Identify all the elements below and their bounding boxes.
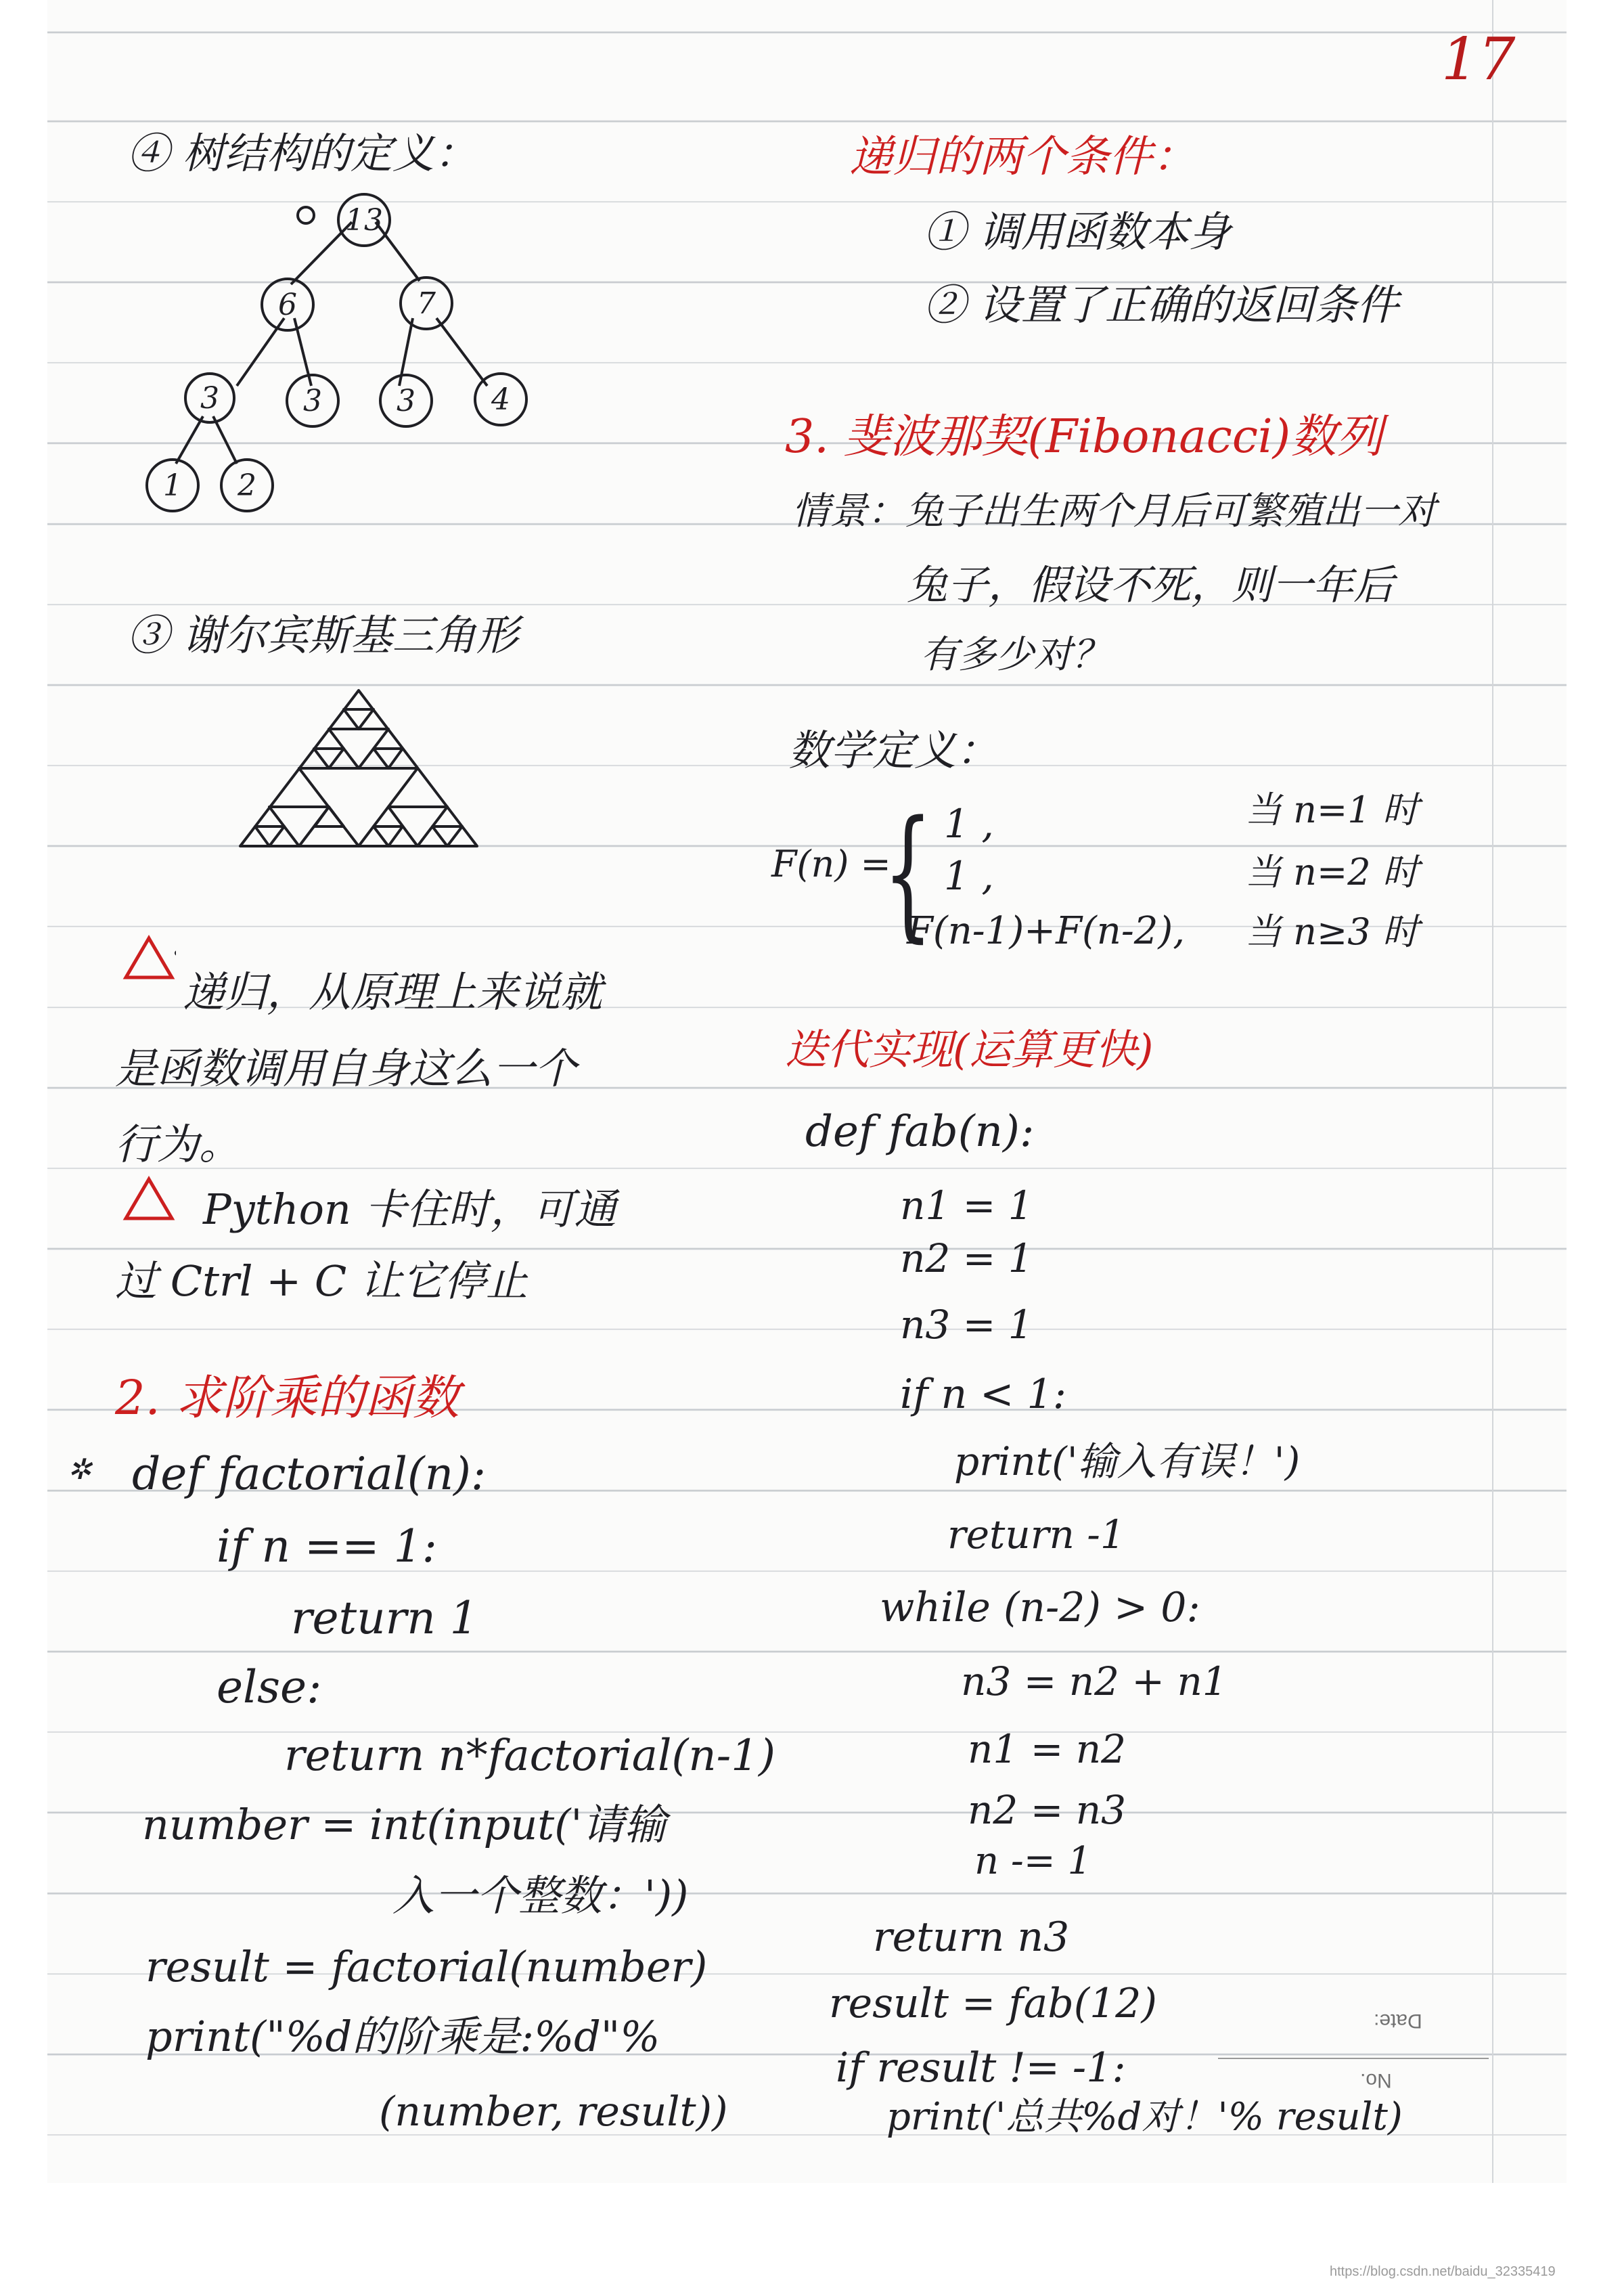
margin-line bbox=[1492, 0, 1493, 2183]
note-ctrl-c-line-1: Python 卡住时，可通 bbox=[203, 1185, 616, 1234]
code-fib-line: n3 = n2 + n1 bbox=[961, 1658, 1227, 1704]
section-3-title: 3. 斐波那契(Fibonacci)数列 bbox=[785, 410, 1383, 464]
date-label: Date: bbox=[1374, 2010, 1422, 2032]
code-factorial-line: print("%d的阶乘是:%d"% bbox=[145, 2012, 660, 2061]
condition-2: ② 设置了正确的返回条件 bbox=[924, 280, 1399, 330]
fn-case-condition: 当 n=1 时 bbox=[1245, 789, 1419, 831]
fn-case-value: 1 , bbox=[944, 801, 994, 847]
curly-brace: { bbox=[883, 790, 933, 956]
code-factorial-line: (number, result)) bbox=[379, 2088, 728, 2136]
condition-1: ① 调用函数本身 bbox=[924, 207, 1231, 257]
sierpinski-title: ③ 谢尔宾斯基三角形 bbox=[127, 611, 518, 660]
code-fib-line: while (n-2) > 0: bbox=[880, 1584, 1200, 1631]
note-recursion-line-3: 行为。 bbox=[115, 1120, 242, 1169]
fn-case-value: 1 , bbox=[944, 853, 994, 899]
tree-node-label: 3 bbox=[200, 381, 219, 416]
code-factorial-line: return n*factorial(n-1) bbox=[284, 1731, 775, 1781]
date-line bbox=[1218, 2058, 1489, 2059]
code-factorial-line: def factorial(n): bbox=[132, 1448, 487, 1500]
number-label: No. bbox=[1360, 2069, 1392, 2092]
code-factorial-line: if n == 1: bbox=[217, 1520, 437, 1572]
code-factorial-line: 入一个整数：')) bbox=[392, 1871, 689, 1920]
code-factorial-line: result = factorial(number) bbox=[145, 1942, 708, 1991]
code-factorial-line: else: bbox=[217, 1661, 322, 1713]
code-fib-line: n2 = 1 bbox=[900, 1235, 1033, 1281]
scenario-line-3: 有多少对？ bbox=[920, 633, 1110, 677]
tree-node-label: 13 bbox=[345, 203, 383, 238]
scribble-mark: ✲ bbox=[68, 1453, 92, 1486]
code-fib-line: n1 = n2 bbox=[968, 1726, 1126, 1772]
tree-node-label: 2 bbox=[238, 468, 256, 503]
code-fib-line: n3 = 1 bbox=[900, 1302, 1033, 1348]
recursion-conditions-title: 递归的两个条件： bbox=[849, 132, 1196, 182]
warning-triangle-icon bbox=[122, 1175, 176, 1222]
fibonacci-function-label: F(n) = bbox=[771, 843, 891, 885]
code-fib-line: return n3 bbox=[873, 1914, 1070, 1961]
code-factorial-line: number = int(input('请输 bbox=[142, 1800, 667, 1849]
code-fib-line: return -1 bbox=[947, 1511, 1125, 1558]
scenario-line-1: 情景：兔子出生两个月后可繁殖出一对 bbox=[792, 489, 1436, 533]
tree-node-label: 6 bbox=[278, 288, 297, 322]
tree-title: ④ 树结构的定义： bbox=[127, 129, 476, 178]
code-fib-line: n -= 1 bbox=[974, 1839, 1092, 1883]
iteration-title: 迭代实现(运算更快) bbox=[785, 1025, 1154, 1074]
section-2-title: 2. 求阶乘的函数 bbox=[115, 1370, 460, 1426]
code-fib-line: if result != -1: bbox=[836, 2044, 1126, 2092]
code-fib-line: print('输入有误！') bbox=[954, 1438, 1301, 1484]
scenario-line-2: 兔子，假设不死，则一年后 bbox=[907, 562, 1394, 609]
watermark: https://blog.csdn.net/baidu_32335419 bbox=[1330, 2264, 1556, 2279]
code-fib-line: n2 = n3 bbox=[968, 1787, 1126, 1833]
note-recursion-line-2: 是函数调用自身这么一个 bbox=[115, 1044, 577, 1093]
code-factorial-line: return 1 bbox=[291, 1592, 478, 1644]
warning-triangle-icon bbox=[122, 934, 176, 981]
code-fib-line: print('总共%d对！'% result) bbox=[886, 2095, 1403, 2139]
tree-node-label: 3 bbox=[303, 384, 322, 418]
tree-node-label: 4 bbox=[491, 382, 510, 417]
tree-node-label: 7 bbox=[417, 286, 436, 321]
code-fib-line: result = fab(12) bbox=[829, 1980, 1157, 2027]
sierpinski-triangle-diagram bbox=[233, 684, 484, 853]
note-ctrl-c-line-2: 过 Ctrl + C 让它停止 bbox=[115, 1256, 528, 1306]
page-number: 17 bbox=[1441, 26, 1516, 93]
note-recursion-line-1: 递归，从原理上来说就 bbox=[183, 967, 603, 1017]
fn-case-condition: 当 n≥3 时 bbox=[1245, 910, 1419, 953]
code-fib-line: def fab(n): bbox=[805, 1107, 1035, 1157]
binary-tree-diagram bbox=[135, 183, 555, 528]
fn-case-value: F(n-1)+F(n-2), bbox=[907, 909, 1186, 953]
tree-node-label: 1 bbox=[163, 468, 182, 503]
fn-case-condition: 当 n=2 时 bbox=[1245, 851, 1419, 893]
code-fib-line: if n < 1: bbox=[900, 1371, 1066, 1418]
code-fib-line: n1 = 1 bbox=[900, 1183, 1033, 1229]
math-definition-title: 数学定义： bbox=[788, 726, 999, 775]
tree-node-label: 3 bbox=[397, 384, 415, 418]
